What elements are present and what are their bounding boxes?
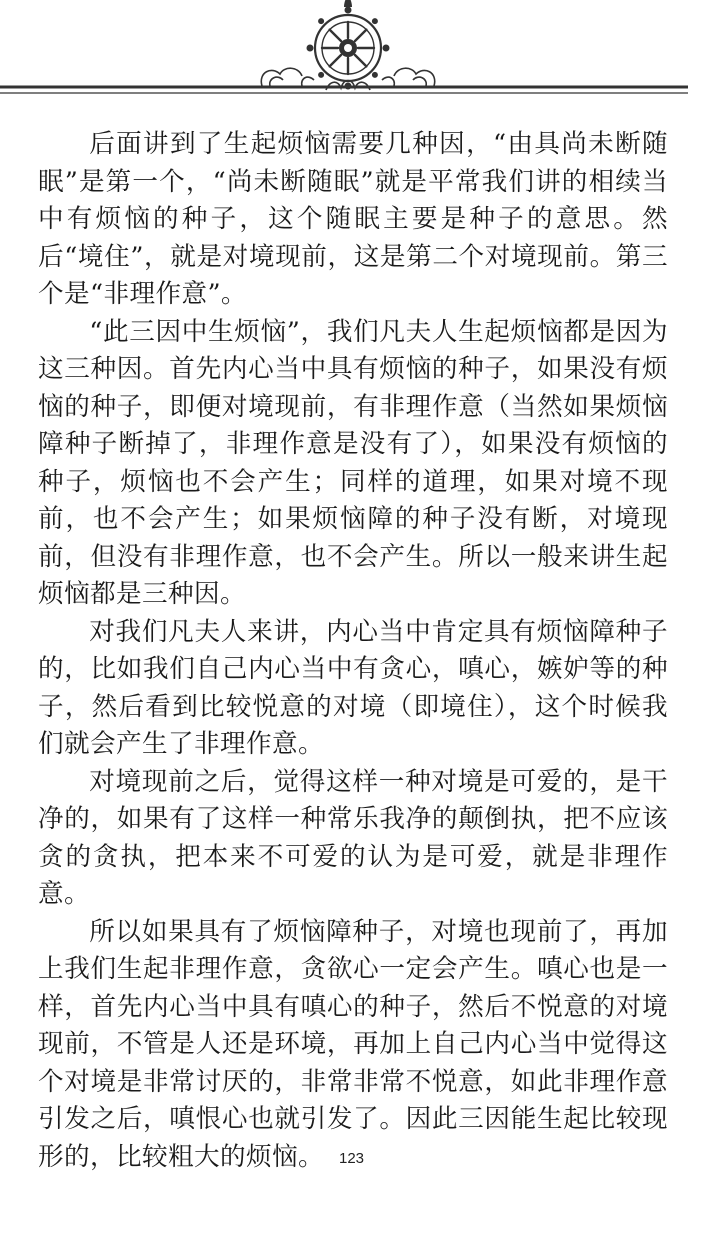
paragraph-1: 后面讲到了生起烦恼需要几种因，“由具尚未断随眠”是第一个，“尚未断随眠”就是平常我们讲的相续当中有烦恼的种子，这个随眠主要是种子的意思。然后“境住”，就是对境现前，这是第二个对境现前。第三个是“非理作意”。 — [38, 129, 668, 309]
paragraph-2: “此三因中生烦恼”，我们凡夫人生起烦恼都是因为这三种因。首先内心当中具有烦恼的种子，如果没有烦恼的种子，即便对境现前，有非理作意（当然如果烦恼障种子断掉了，非理作意是没有了），如果没有烦恼的种子，烦恼也不会产生；同样的道理，如果对境不现前，也不会产生；如果烦恼障的种子没有断，对境现前，但没有非理作意，也不会产生。所以一般来讲生起烦恼都是三种因。 — [38, 316, 668, 609]
header-ornament — [0, 0, 703, 110]
paragraph-5: 所以如果具有了烦恼障种子，对境也现前了，再加上我们生起非理作意，贪欲心一定会产生。嗔心也是一样，首先内心当中具有嗔心的种子，然后不悦意的对境现前，不管是人还是环境，再加上自己内心当中觉得这个对境是非常讨厌的，非常非常不悦意，如此非理作意引发之后，嗔恨心也就引发了。因此三因能生起比较现形的，比较粗大的烦恼。 — [38, 916, 668, 1172]
dharma-wheel-icon — [0, 0, 703, 110]
paragraph-3: 对我们凡夫人来讲，内心当中肯定具有烦恼障种子的，比如我们自己内心当中有贪心，嗔心，嫉妒等的种子，然后看到比较悦意的对境（即境住），这个时候我们就会产生了非理作意。 — [38, 616, 668, 759]
body-text — [38, 126, 668, 1176]
paragraph-4: 对境现前之后，觉得这样一种对境是可爱的，是干净的，如果有了这样一种常乐我净的颠倒执，把不应该贪的贪执，把本来不可爱的认为是可爱，就是非理作意。 — [38, 766, 668, 909]
page-number: 123 — [338, 1150, 365, 1167]
